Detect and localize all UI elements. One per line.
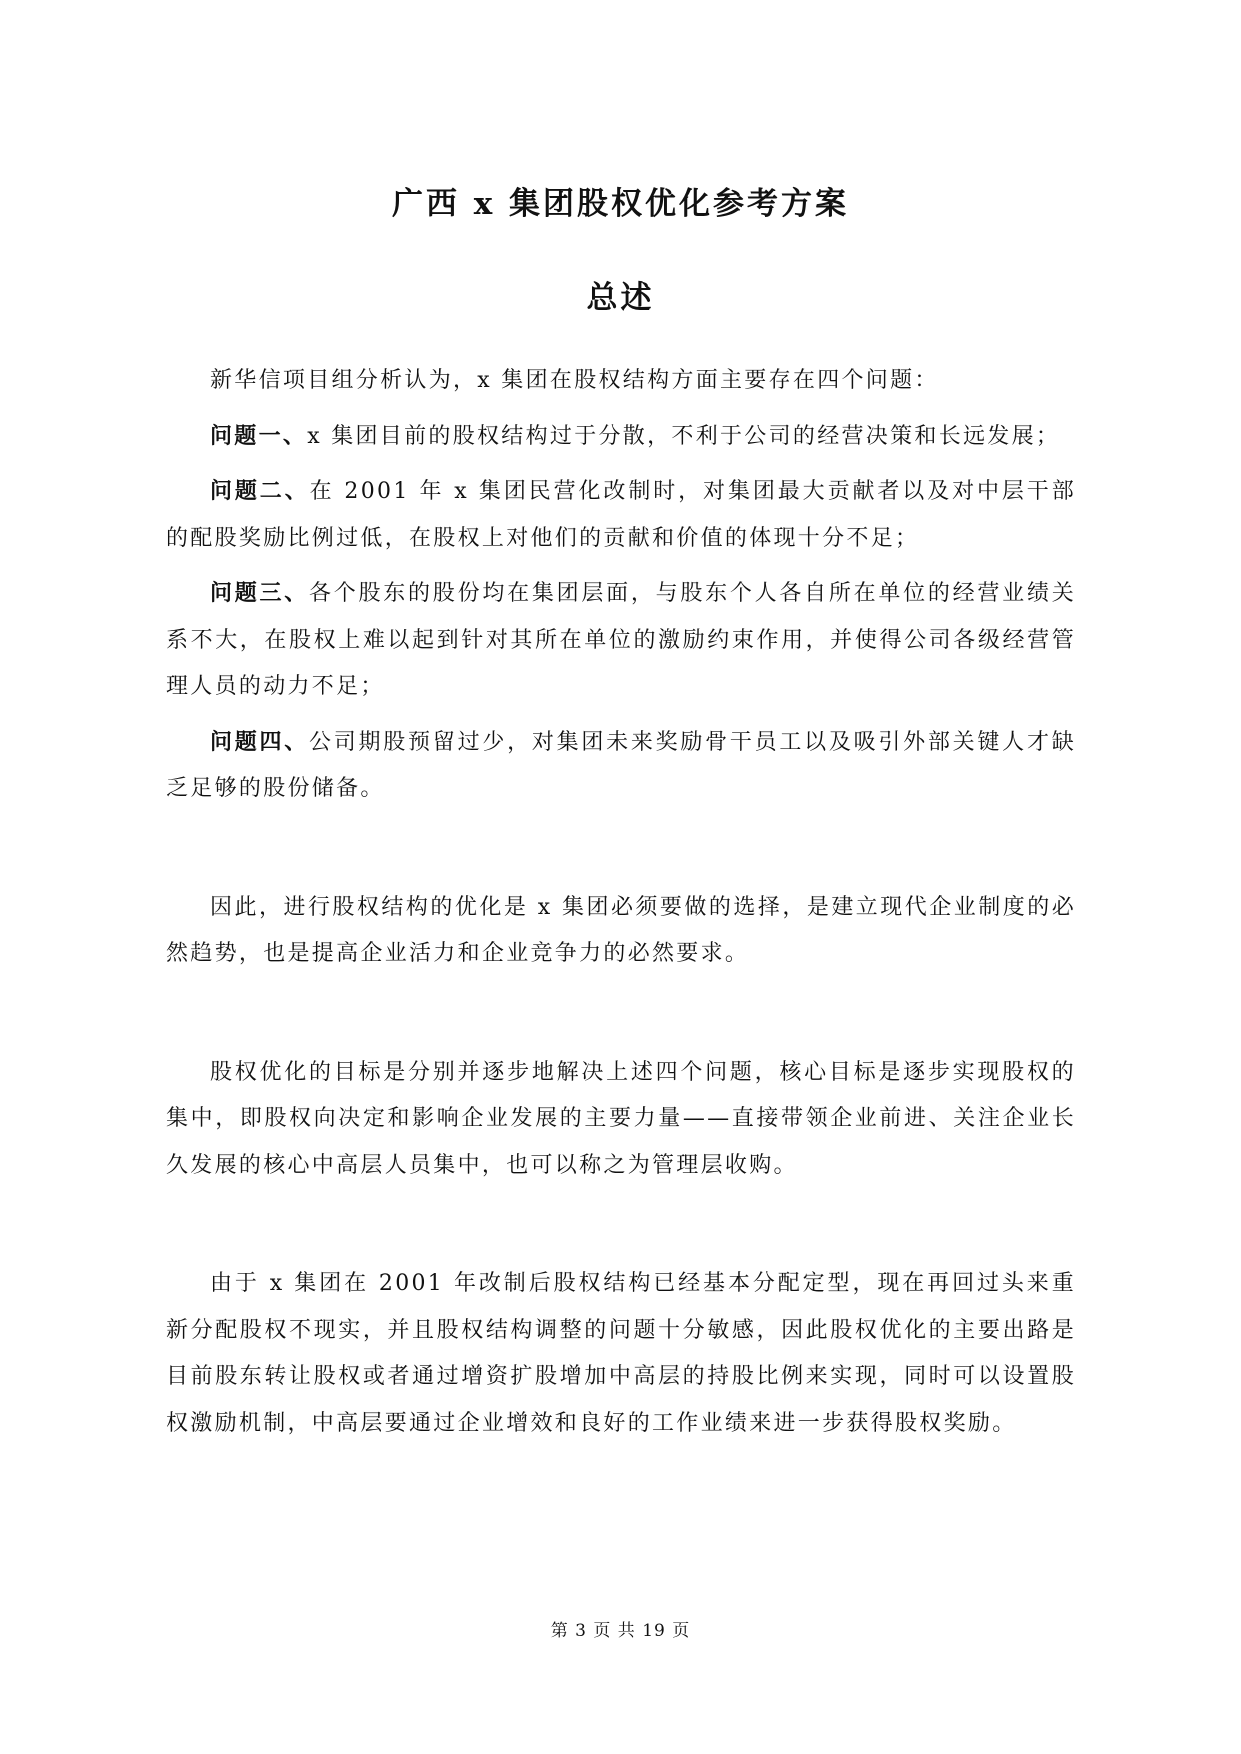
intro-paragraph: 新华信项目组分析认为，x 集团在股权结构方面主要存在四个问题：	[210, 368, 939, 393]
document-title: 广西 x 集团股权优化参考方案	[391, 186, 850, 222]
document-body	[166, 358, 1076, 1447]
problem-lead-1: 问题一、	[210, 422, 308, 449]
problem-text-4: 公司期股预留过少，对集团未来奖励骨干员工以及吸引外部关键人才缺乏足够的股份储备。	[166, 729, 1076, 801]
page-number-footer: 第 3 页 共 19 页	[550, 1621, 691, 1641]
problem-lead-2: 问题二、	[210, 478, 310, 504]
problem-text-1: x 集团目前的股权结构过于分散，不利于公司的经营决策和长远发展；	[307, 423, 1061, 449]
body-paragraph-3: 由于 x 集团在 2001 年改制后股权结构已经基本分配定型，现在再回过头来重新分配股权不现实，并且股权结构调整的问题十分敏感，因此股权优化的主要出路是目前股东转让股权或者通过增资扩股增加中高层的持股比例来实现，同时可以设置股权激励机制，中高层要通过企业增效和良好的工作业绩来进一步获得股权奖励。	[166, 1271, 1076, 1436]
problem-lead-4: 问题四、	[210, 728, 310, 755]
body-paragraph-2: 股权优化的目标是分别并逐步地解决上述四个问题，核心目标是逐步实现股权的集中，即股权向决定和影响企业发展的主要力量——直接带领企业前进、关注企业长久发展的核心中高层人员集中，也可以称之为管理层收购。	[166, 1059, 1076, 1178]
section-title: 总述	[586, 280, 655, 316]
problem-paragraph-4	[166, 719, 1076, 813]
problem-text-3: 各个股东的股份均在集团层面，与股东个人各自所在单位的经营业绩关系不大，在股权上难以起到针对其所在单位的激励约束作用，并使得公司各级经营管理人员的动力不足；	[166, 581, 1076, 699]
problem-paragraph-3	[166, 570, 1076, 711]
body-paragraph-1: 因此，进行股权结构的优化是 x 集团必须要做的选择，是建立现代企业制度的必然趋势，也是提高企业活力和企业竞争力的必然要求。	[166, 894, 1076, 966]
problem-paragraph-1	[166, 413, 1076, 461]
problem-lead-3: 问题三、	[210, 580, 310, 606]
problem-text-2: 在 2001 年 x 集团民营化改制时，对集团最大贡献者以及对中层干部的配股奖励比例过低，在股权上对他们的贡献和价值的体现十分不足；	[166, 479, 1077, 551]
problem-paragraph-2	[166, 468, 1076, 562]
